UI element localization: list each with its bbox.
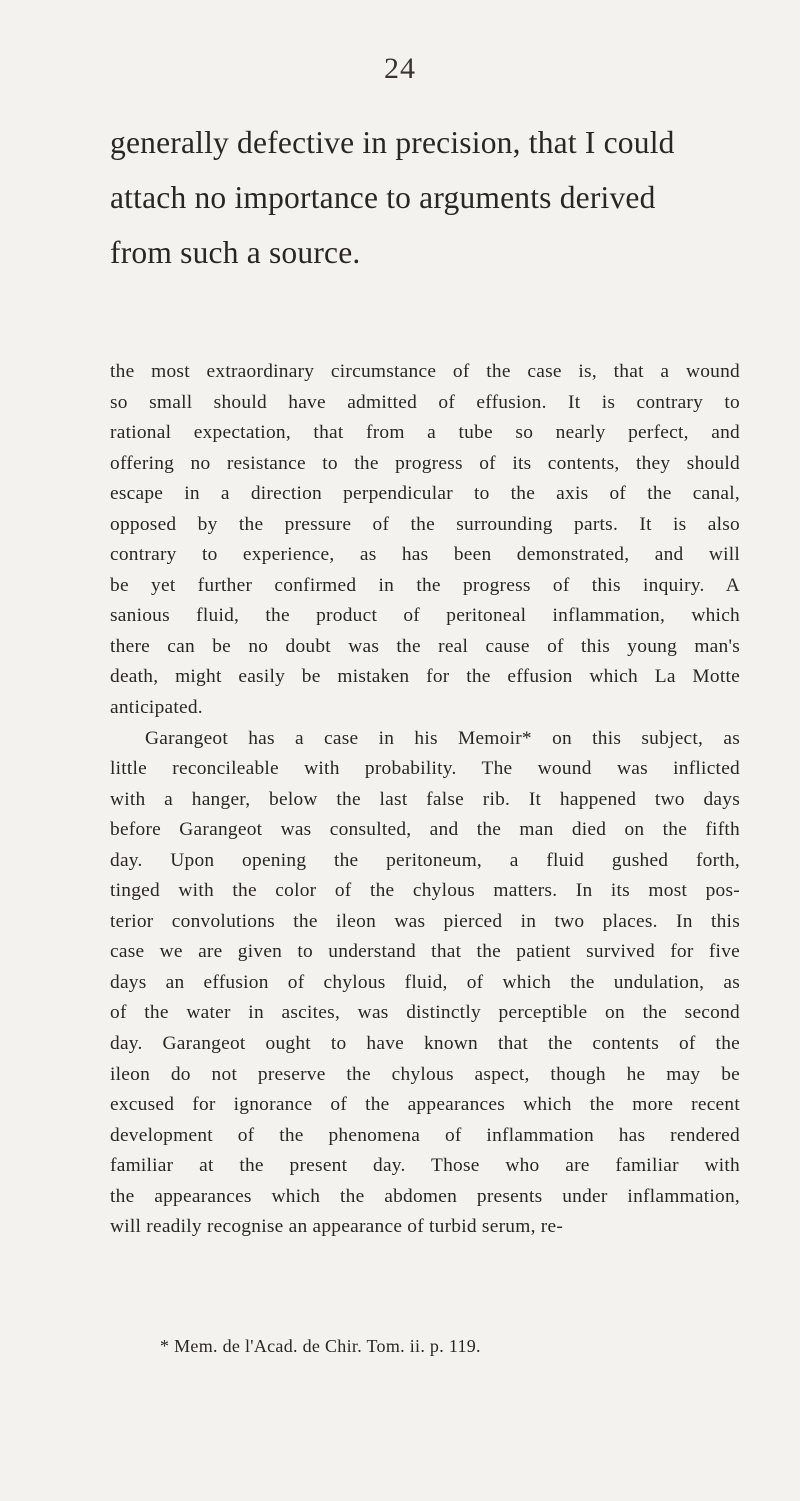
body-line: offering no resistance to the progress of its contents, they should — [110, 452, 740, 474]
body-line: case we are given to understand that the patient survived for five — [110, 941, 740, 963]
body-line: so small should have admitted of effusion. It is contrary to — [110, 391, 740, 413]
footnote: * Mem. de l'Acad. de Chir. Tom. ii. p. 119. — [160, 1336, 481, 1356]
body-line: there can be no doubt was the real cause of this young man's — [110, 635, 740, 657]
body-line: of the water in ascites, was distinctly perceptible on the second — [110, 1002, 740, 1024]
body-line: terior convolutions the ileon was pierced in two places. In this — [110, 910, 740, 932]
body-line: anticipated. — [110, 697, 203, 719]
page-number: 24 — [384, 52, 416, 85]
body-line: death, might easily be mistaken for the effusion which La Motte — [110, 666, 740, 688]
body-line: be yet further confirmed in the progress of this inquiry. A — [110, 574, 740, 596]
body-line: little reconcileable with probability. The wound was inflicted — [110, 758, 740, 780]
body-line: tinged with the color of the chylous matters. In its most pos- — [110, 880, 740, 902]
body-line: will readily recognise an appearance of turbid serum, re- — [110, 1216, 564, 1238]
body-line: day. Garangeot ought to have known that the contents of the — [110, 1033, 740, 1055]
body-line: the most extraordinary circumstance of the case is, that a wound — [110, 361, 740, 382]
body-line: rational expectation, that from a tube so nearly perfect, and — [110, 422, 740, 444]
body-line: opposed by the pressure of the surrounding parts. It is also — [110, 513, 740, 535]
intro-paragraph — [110, 115, 750, 280]
body-line: sanious fluid, the product of peritoneal inflammation, which — [110, 605, 740, 627]
body-line: excused for ignorance of the appearances which the more recent — [110, 1094, 740, 1116]
body-line: the appearances which the abdomen presents under inflammation, — [110, 1185, 740, 1207]
body-line: contrary to experience, as has been demonstrated, and will — [110, 544, 740, 566]
body-line: ileon do not preserve the chylous aspect, though he may be — [110, 1063, 740, 1085]
body-text — [110, 357, 740, 1243]
body-line: with a hanger, below the last false rib. It happened two days — [110, 788, 740, 810]
body-line: development of the phenomena of inflammation has rendered — [110, 1124, 740, 1146]
body-line: before Garangeot was consulted, and the man died on the fifth — [110, 819, 740, 841]
intro-line: attach no importance to arguments derived — [110, 180, 656, 215]
body-line: familiar at the present day. Those who are familiar with — [110, 1155, 740, 1177]
body-line: day. Upon opening the peritoneum, a fluid gushed forth, — [110, 849, 740, 871]
body-line: escape in a direction perpendicular to the axis of the canal, — [110, 483, 740, 505]
body-line: Garangeot has a case in his Memoir* on this subject, as — [145, 727, 740, 749]
intro-line: generally defective in precision, that I could — [110, 125, 675, 160]
intro-line: from such a source. — [110, 235, 361, 270]
body-line: days an effusion of chylous fluid, of which the undulation, as — [110, 971, 740, 993]
